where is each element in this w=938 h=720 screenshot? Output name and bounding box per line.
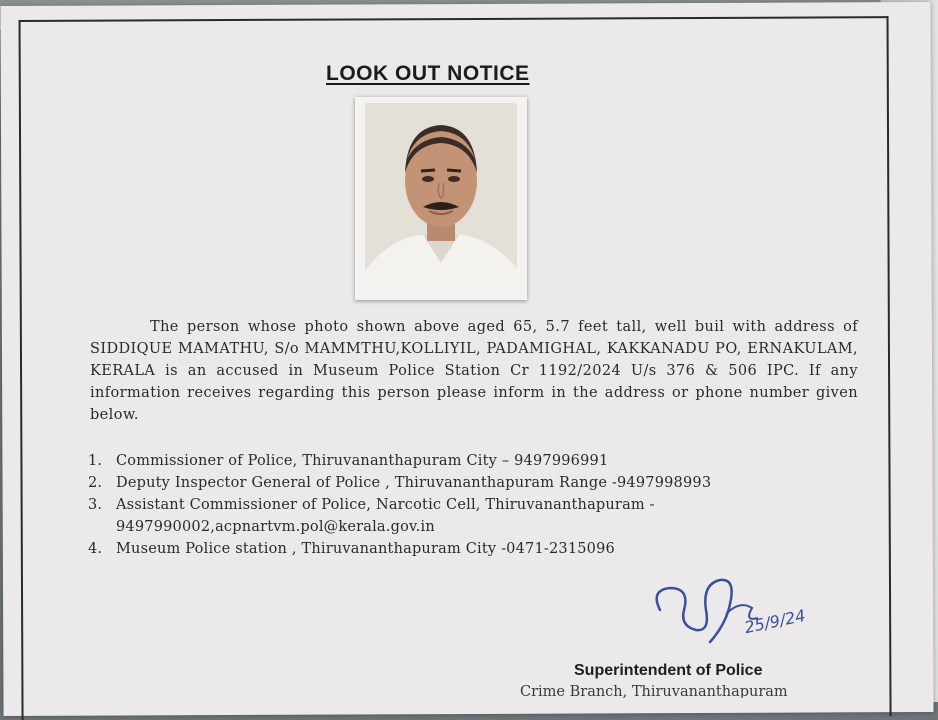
signature-date: 25/9/24 bbox=[742, 605, 807, 638]
portrait-illustration bbox=[365, 103, 517, 293]
contact-number: 3. bbox=[88, 497, 103, 513]
contact-item bbox=[88, 472, 868, 494]
contact-number: 2. bbox=[88, 475, 103, 491]
contact-item bbox=[88, 538, 868, 560]
contact-item bbox=[88, 450, 868, 472]
officer-designation: Superintendent of Police bbox=[574, 662, 763, 679]
notice-title: LOOK OUT NOTICE bbox=[326, 62, 530, 85]
contact-item bbox=[88, 494, 868, 538]
officer-office: Crime Branch, Thiruvananthapuram bbox=[520, 684, 788, 698]
notice-paragraph: The person whose photo shown above aged 65, 5.7 feet tall, well buil with address of SIDDIQUE MAMATHU, S/o MAMMTHU,KOLLIYIL, PADAMIGHAL, KAKKANADU PO, ERNAKULAM, KERALA is an accused in Museum Police Station Cr 1192/2024 U/s 376 & 506 IPC. If any information receives regarding this person please inform in the address or phone number given below. bbox=[90, 319, 858, 423]
contact-number: 4. bbox=[88, 541, 103, 557]
contact-list bbox=[88, 450, 868, 560]
contact-text: Commissioner of Police, Thiruvananthapuram City – 9497996991 bbox=[116, 453, 609, 469]
contact-text: Deputy Inspector General of Police , Thiruvananthapuram Range -9497998993 bbox=[116, 475, 712, 491]
contact-text: Assistant Commissioner of Police, Narcotic Cell, Thiruvananthapuram - 9497990002,acpnartvm.pol@kerala.gov.in bbox=[116, 497, 655, 535]
photo-frame bbox=[355, 97, 527, 300]
contact-text: Museum Police station , Thiruvananthapuram City -0471-2315096 bbox=[116, 541, 615, 557]
signature bbox=[640, 570, 840, 660]
contact-number: 1. bbox=[88, 453, 103, 469]
accused-photo bbox=[365, 103, 517, 293]
